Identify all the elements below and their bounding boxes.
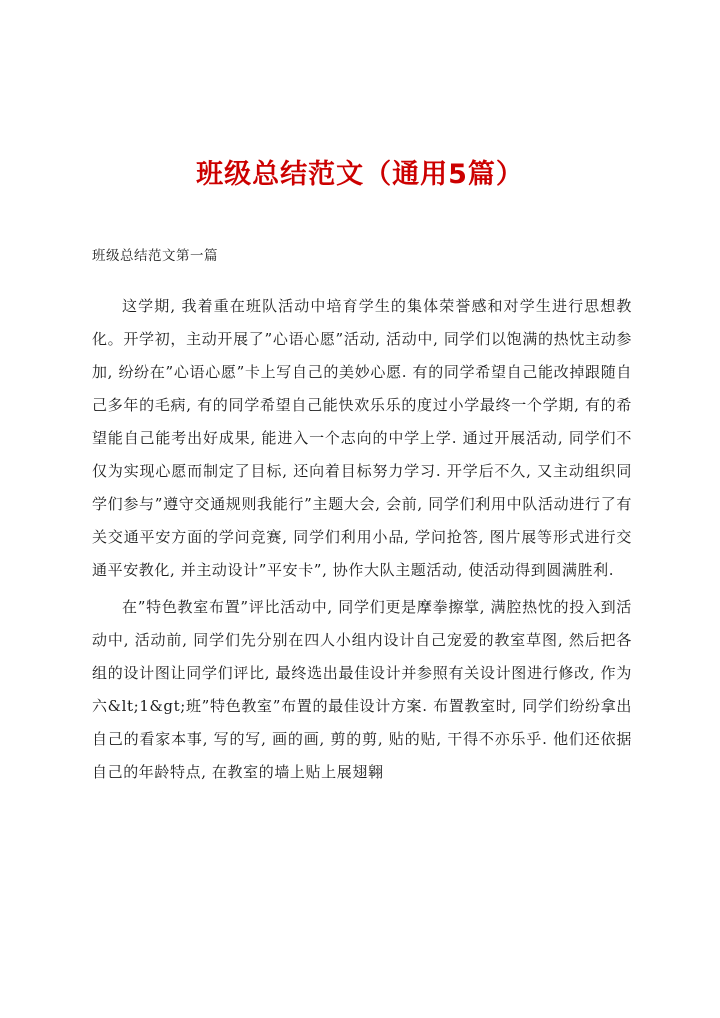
document-body xyxy=(92,246,632,789)
body-paragraph: 这学期, 我着重在班队活动中培育学生的集体荣誉感和对学生进行思想教化。开学初，主动开展了”心语心愿”活动, 活动中, 同学们以饱满的热忱主动参加, 纷纷在”心语心愿”卡上写自己的美妙心愿. 有的同学希望自己能改掉跟随自己多年的毛病, 有的同学希望自己能快欢乐乐的度过小学最终一个学期, 有的希望能自己能考出好成果, 能进入一个志向的中学上学. 通过开展活动, 同学们不仅为实现心愿而制定了目标, 还向着目标努力学习. 开学后不久, 又主动组织同学们参与”遵守交通规则我能行”主题大会, 会前, 同学们利用中队活动进行了有关交通平安方面的学问竞赛, 同学们利用小品, 学问抢答, 图片展等形式进行交通平安教化, 并主动设计”平安卡”, 协作大队主题活动, 使活动得到圆满胜利. xyxy=(92,296,632,579)
page-title: 班级总结范文（通用5篇） xyxy=(196,159,524,190)
section-heading: 班级总结范文第一篇 xyxy=(92,248,218,264)
body-paragraph: 在”特色教室布置”评比活动中, 同学们更是摩拳擦掌, 满腔热忱的投入到活动中, 活动前, 同学们先分别在四人小组内设计自己宠爱的教室草图, 然后把各组的设计图让同学们评比, 最终选出最佳设计并参照有关设计图进行修改, 作为六&lt;1&gt;班”特色教室”布置的最佳设计方案. 布置教室时, 同学们纷纷拿出自己的看家本事, 写的写, 画的画, 剪的剪, 贴的贴, 干得不亦乐乎. 他们还依据自己的年龄特点, 在教室的墙上贴上展翅翱 xyxy=(92,597,632,781)
